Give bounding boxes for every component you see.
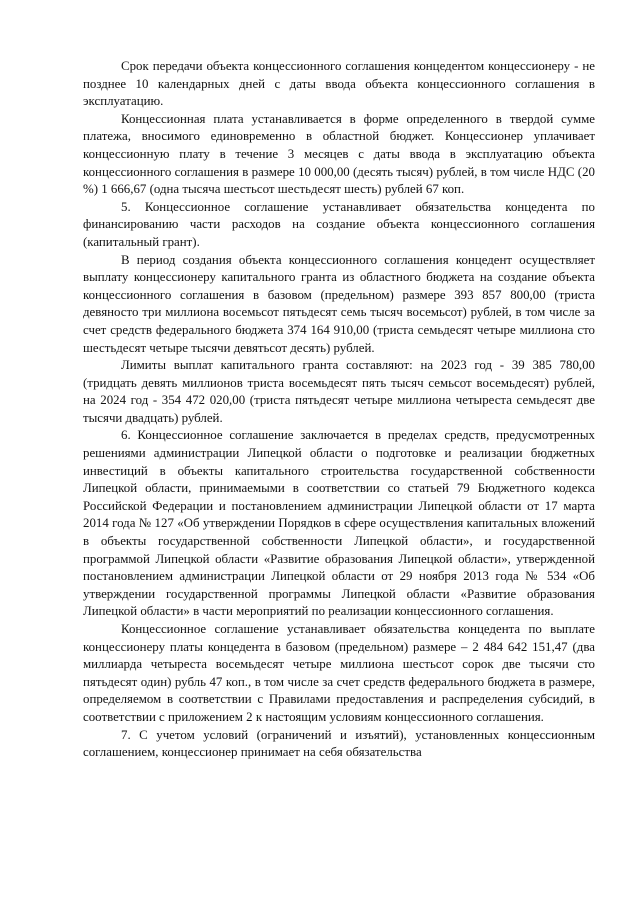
- paragraph-item-7: 7. С учетом условий (ограничений и изъятий), установленных концессионным соглашением, концессионер принимает на себя обязательства: [83, 727, 595, 760]
- paragraph-grant-limits: Лимиты выплат капитального гранта составляют: на 2023 год - 39 385 780,00 (тридцать девять миллионов триста восемьдесят пять тысяч семьсот восемьдесят) рублей, на 2024 год - 354 472 020,00 (триста пятьдесят четыре миллиона четыреста семьдесят две тысячи двадцать) рублей.: [83, 358, 595, 425]
- paragraph-transfer-term: Срок передачи объекта концессионного соглашения концедентом концессионеру - не позднее 10 календарных дней с даты ввода объекта концессионного соглашения в эксплуатацию.: [83, 59, 595, 109]
- paragraph-item-6: 6. Концессионное соглашение заключается в пределах средств, предусмотренных решениями администрации Липецкой области о подготовке и реализации бюджетных инвестиций в объекты капитального строительства государственной собственности Липецкой области, принимаемыми в соответствии со статьей 79 Бюджетного кодекса Российской Федерации и постановлением администрации Липецкой области от 17 марта 2014 года № 127 «Об утверждении Порядков в сфере осуществления капитальных вложений в объекты государственной собственности Липецкой области», и государственной программой Липецкой области «Развитие образования Липецкой области», утвержденной постановлением администрации Липецкой области от 29 ноября 2013 года № 534 «Об утверждении государственной программы Липецкой области «Развитие образования Липецкой области» в части мероприятий по реализации концессионного соглашения.: [83, 428, 595, 619]
- paragraph-item-5: 5. Концессионное соглашение устанавливает обязательства концедента по финансированию части расходов на создание объекта концессионного соглашения (капитальный грант).: [83, 199, 595, 249]
- paragraph-concedent-payment: Концессионное соглашение устанавливает обязательства концедента по выплате концессионеру платы концедента в базовом (предельном) размере – 2 484 642 151,47 (два миллиарда четыреста восемьдесят четыре миллиона шестьсот сорок две тысячи сто пятьдесят один) рубль 47 коп., в том числе за счет средств федерального бюджета в размере, определяемом в соответствии с Правилами предоставления и распределения субсидий, в соответствии с приложением 2 к настоящим условиям концессионного соглашения.: [83, 622, 595, 724]
- paragraph-concession-fee: Концессионная плата устанавливается в форме определенного в твердой сумме платежа, вносимого единовременно в областной бюджет. Концессионер уплачивает концессионную плату в течение 3 месяцев с даты ввода в эксплуатацию объекта концессионного соглашения в размере 10 000,00 (десять тысяч) рублей, в том числе НДС (20 %) 1 666,67 (одна тысяча шестьсот шестьдесят шесть) рублей 67 коп.: [83, 111, 595, 197]
- paragraph-capital-grant: В период создания объекта концессионного соглашения концедент осуществляет выплату концессионеру капитального гранта из областного бюджета на создание объекта концессионного соглашения в базовом (предельном) размере 393 857 800,00 (триста девяносто три миллиона восемьсот пятьдесят семь тысяч восемьсот) рублей, в том числе за счет средств федерального бюджета 374 164 910,00 (триста семьдесят четыре миллиона сто шестьдесят четыре тысячи девятьсот десять) рублей.: [83, 252, 595, 355]
- document-body: [83, 58, 595, 762]
